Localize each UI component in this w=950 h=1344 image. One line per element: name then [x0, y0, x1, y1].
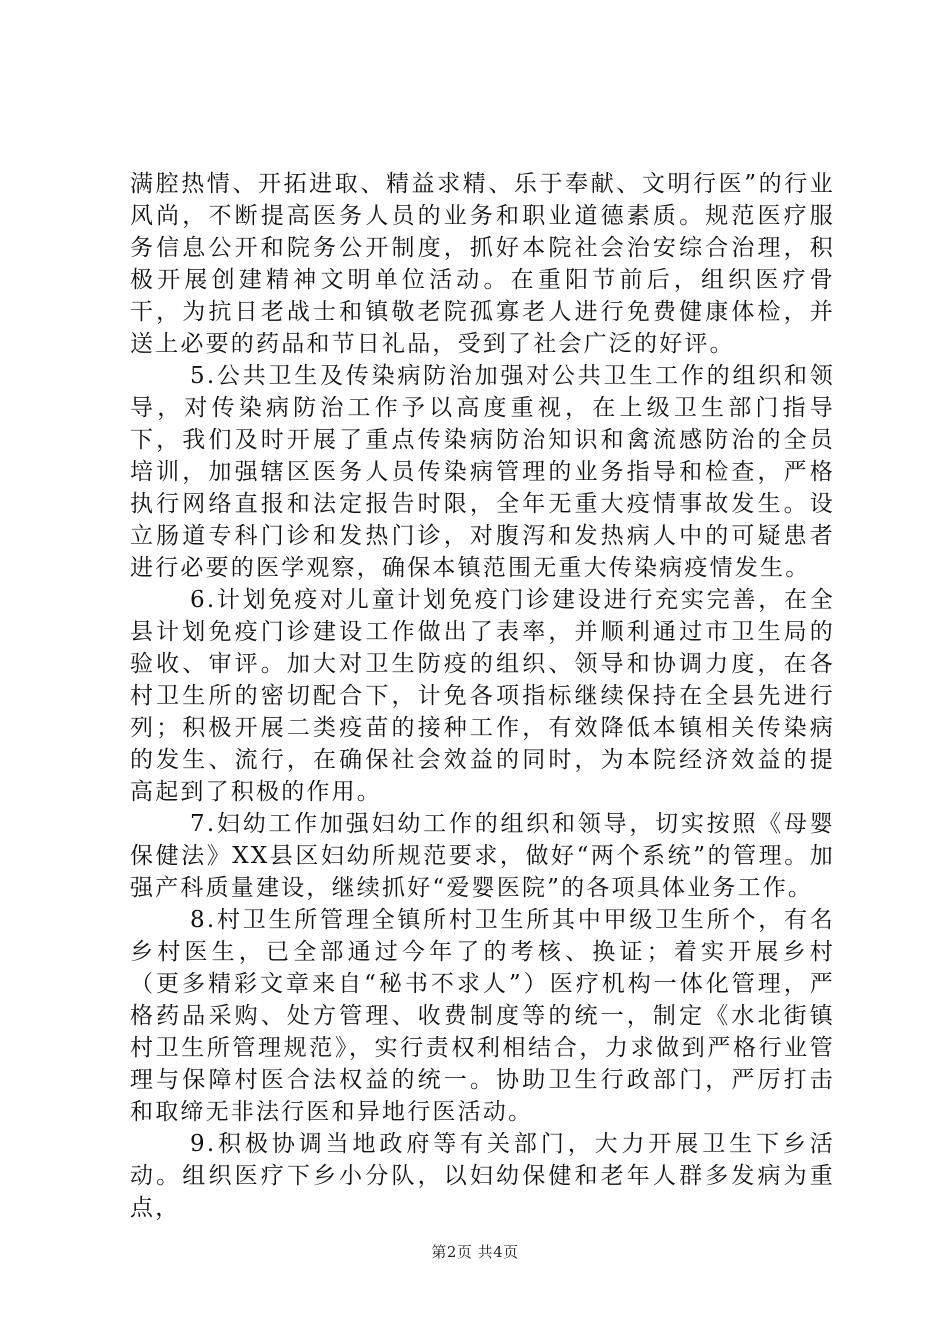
paragraph-1: 满腔热情、开拓进取、精益求精、乐于奉献、文明行医”的行业风尚，不断提高医务人员的业务和职业道德素质。规范医疗服务信息公开和院务公开制度，抓好本院社会治安综合治理，积极开展创建精神文明单位活动。在重阳节前后，组织医疗骨干，为抗日老战士和镇敬老院孤寡老人进行免费健康体检，并送上必要的药品和节日礼品，受到了社会广泛的好评。: [130, 171, 835, 357]
page-number-footer: 第2页 共4页: [431, 1243, 519, 1261]
paragraph-4: 7.妇幼工作加强妇幼工作的组织和领导，切实按照《母婴保健法》XX县区妇幼所规范要求，做好“两个系统”的管理。加强产科质量建设，继续抓好“爱婴医院”的各项具体业务工作。: [130, 811, 835, 901]
document-body: [130, 168, 835, 1224]
paragraph-3: 6.计划免疫对儿童计划免疫门诊建设进行充实完善，在全县计划免疫门诊建设工作做出了表率，并顺利通过市卫生局的验收、审评。加大对卫生防疫的组织、领导和协调力度，在各村卫生所的密切配合下，计免各项指标继续保持在全县先进行列；积极开展二类疫苗的接种工作，有效降低本镇相关传染病的发生、流行，在确保社会效益的同时，为本院经济效益的提高起到了积极的作用。: [130, 587, 835, 805]
paragraph-5: 8.村卫生所管理全镇所村卫生所其中甲级卫生所个，有名乡村医生，已全部通过今年了的考核、换证；着实开展乡村（更多精彩文章来自“秘书不求人”）医疗机构一体化管理，严格药品采购、处方管理、收费制度等的统一，制定《水北街镇村卫生所管理规范》，实行责权利相结合，力求做到严格行业管理与保障村医合法权益的统一。协助卫生行政部门，严厉打击和取缔无非法行医和异地行医活动。: [130, 907, 835, 1125]
paragraph-2: 5.公共卫生及传染病防治加强对公共卫生工作的组织和领导，对传染病防治工作予以高度重视，在上级卫生部门指导下，我们及时开展了重点传染病防治知识和禽流感防治的全员培训，加强辖区医务人员传染病管理的业务指导和检查，严格执行网络直报和法定报告时限，全年无重大疫情事故发生。设立肠道专科门诊和发热门诊，对腹泻和发热病人中的可疑患者进行必要的医学观察，确保本镇范围无重大传染病疫情发生。: [130, 363, 835, 581]
paragraph-6: 9.积极协调当地政府等有关部门，大力开展卫生下乡活动。组织医疗下乡小分队，以妇幼保健和老年人群多发病为重点，: [130, 1131, 835, 1221]
